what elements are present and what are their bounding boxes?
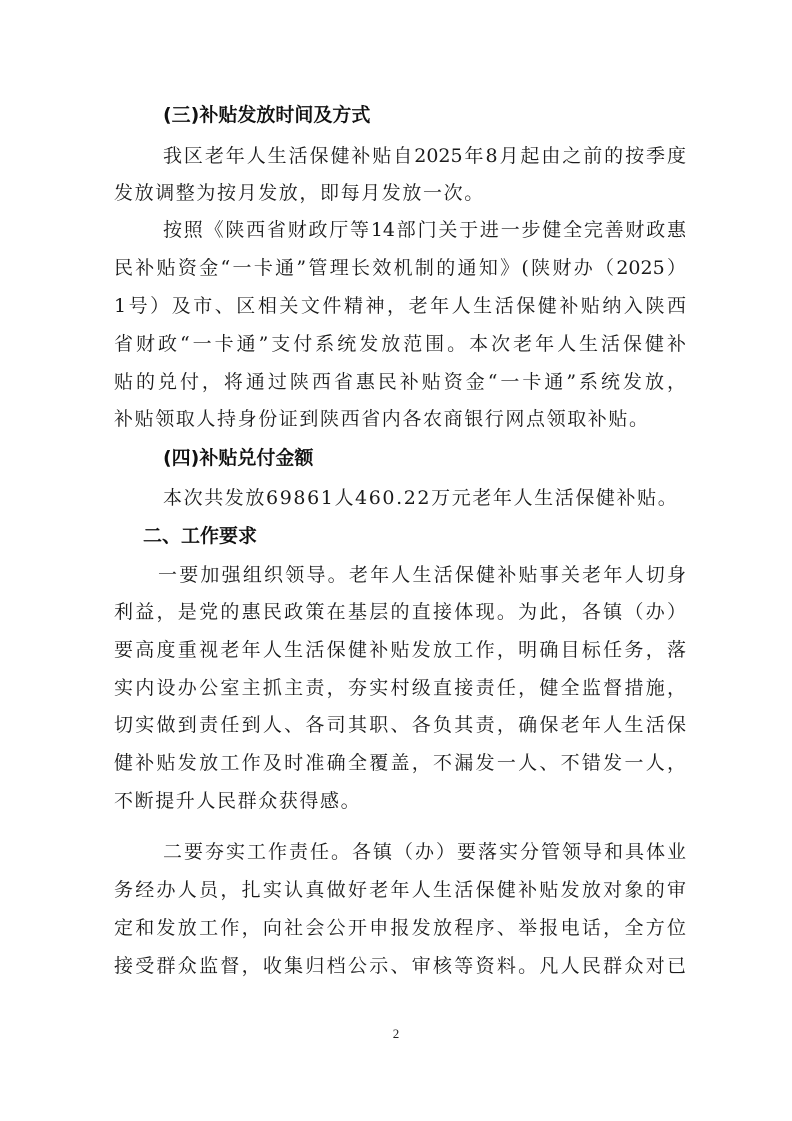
text-line: 要高度重视老年人生活保健补贴发放工作，明确目标任务，落 [114, 639, 686, 661]
part-heading-2: 二、工作要求 [143, 525, 258, 547]
text-line: 我区老年人生活保健补贴自2025年8月起由之前的按季度 [163, 145, 686, 167]
text-line: 实内设办公室主抓主责，夯实村级直接责任，健全监督措施， [114, 677, 686, 699]
text-line: 本次共发放69861人460.22万元老年人生活保健补贴。 [163, 487, 679, 509]
text-line: 定和发放工作，向社会公开申报发放程序、举报电话，全方位 [114, 917, 686, 939]
text-line: 二要夯实工作责任。各镇（办）要落实分管领导和具体业 [163, 841, 686, 863]
text-line: 按照《陕西省财政厅等14部门关于进一步健全完善财政惠 [163, 219, 686, 241]
text-line: 不断提升人民群众获得感。 [114, 790, 362, 812]
text-line: 省财政“一卡通”支付系统发放范围。本次老年人生活保健补 [114, 333, 686, 355]
text-line: 发放调整为按月发放，即每月发放一次。 [114, 182, 485, 204]
text-line: 一要加强组织领导。老年人生活保健补贴事关老年人切身 [158, 564, 686, 586]
text-line: 民补贴资金“一卡通”管理长效机制的通知》(陕财办（2025） [114, 257, 686, 279]
text-line: 健补贴发放工作及时准确全覆盖，不漏发一人、不错发一人， [114, 752, 686, 774]
text-line: 利益，是党的惠民政策在基层的直接体现。为此，各镇（办） [114, 601, 686, 623]
section-heading-4: (四)补贴兑付金额 [163, 447, 314, 469]
text-line: 贴的兑付，将通过陕西省惠民补贴资金“一卡通”系统发放， [114, 371, 686, 393]
text-line: 补贴领取人持身份证到陕西省内各农商银行网点领取补贴。 [114, 408, 650, 430]
page-number: 2 [392, 1026, 400, 1041]
text-line: 务经办人员，扎实认真做好老年人生活保健补贴发放对象的审 [114, 879, 686, 901]
text-line: 切实做到责任到人、各司其职、各负其责，确保老年人生活保 [114, 714, 686, 736]
text-line: 接受群众监督，收集归档公示、审核等资料。凡人民群众对已 [114, 955, 686, 977]
section-heading-3: (三)补贴发放时间及方式 [163, 104, 371, 126]
text-line: 1号）及市、区相关文件精神，老年人生活保健补贴纳入陕西 [114, 295, 686, 317]
